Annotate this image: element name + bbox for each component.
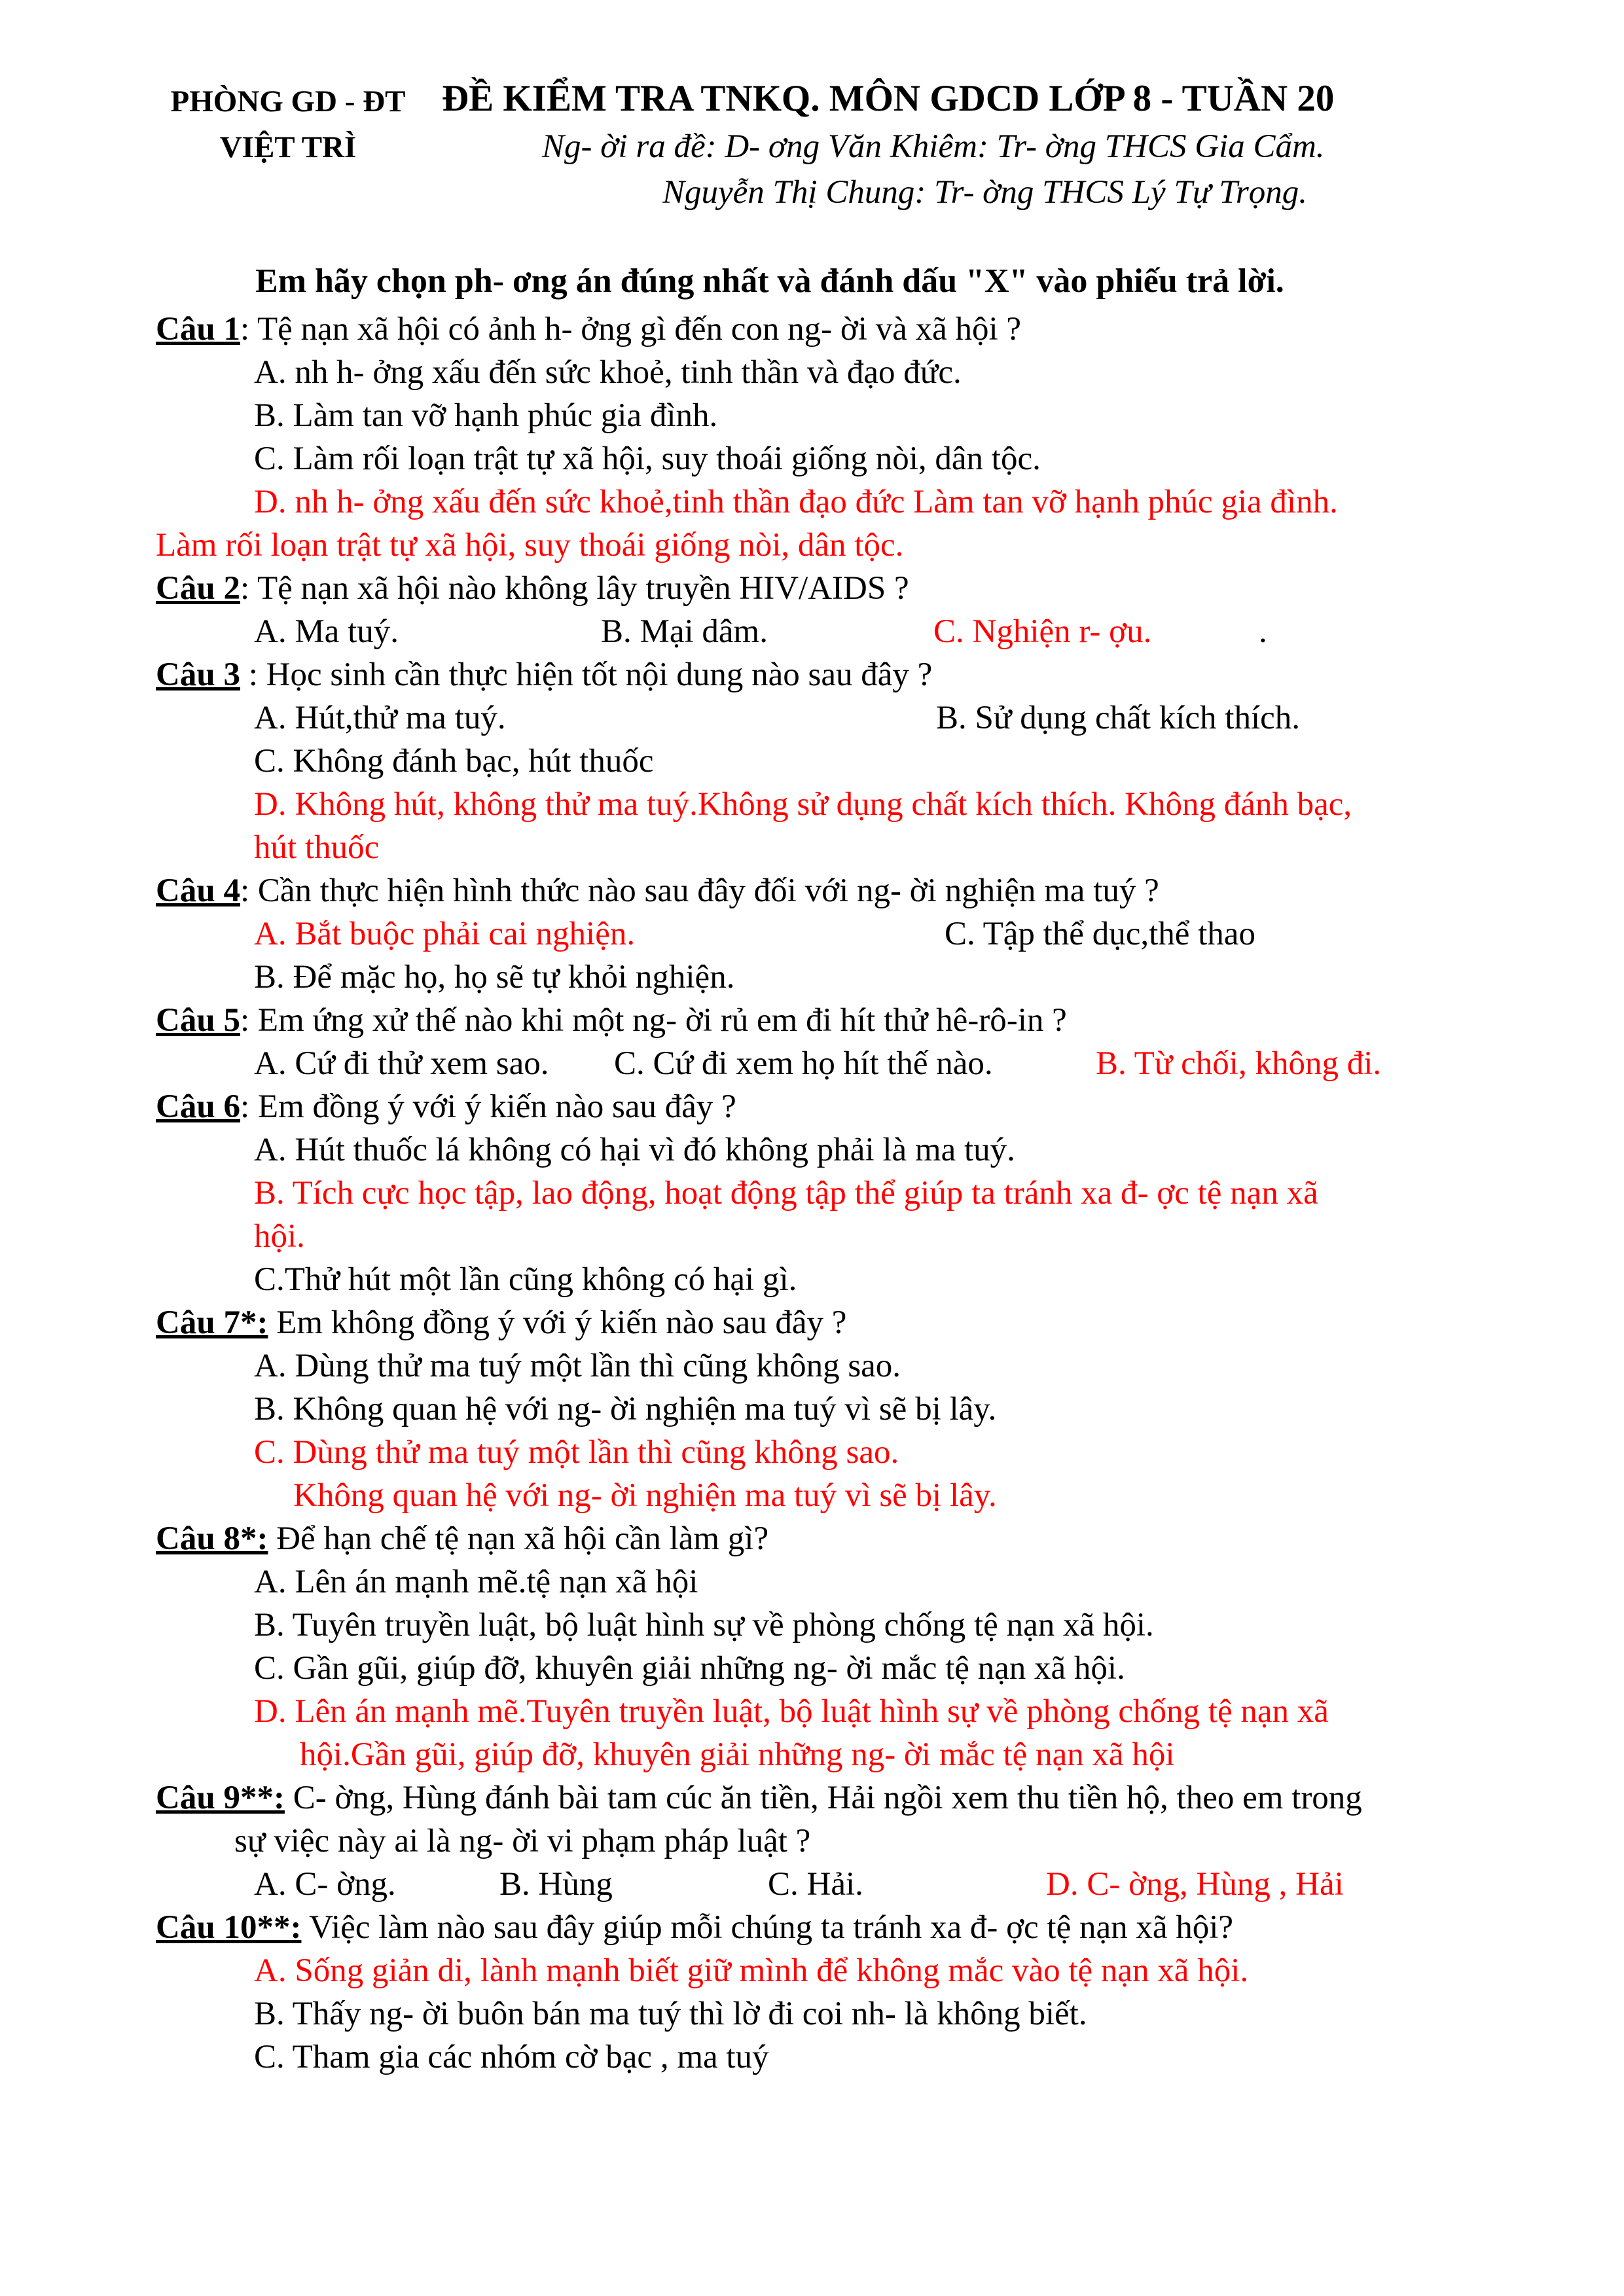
q10-option-b: B. Thấy ng- ời buôn bán ma tuý thì lờ đi coi nh- là không biết. xyxy=(254,1996,1087,2032)
q6-option-a: A. Hút thuốc lá không có hại vì đó không phải là ma tuý. xyxy=(254,1132,1015,1168)
question-label: Câu 3 xyxy=(156,656,240,693)
q1-option-b: B. Làm tan vỡ hạnh phúc gia đình. xyxy=(254,397,718,434)
department-block xyxy=(151,79,425,170)
question-2 xyxy=(156,567,1557,610)
question-text: Để hạn chế tệ nạn xã hội cần làm gì? xyxy=(268,1520,769,1557)
q5-option-a: A. Cứ đi thử xem sao. xyxy=(254,1045,549,1082)
q2-trailing-dot: . xyxy=(1259,613,1267,650)
q7-option-b: B. Không quan hệ với ng- ời nghiện ma tuý vì sẽ bị lây. xyxy=(254,1391,997,1427)
question-label: Câu 4 xyxy=(156,872,240,909)
q1-option-d-answer: D. nh h- ởng xấu đến sức khoẻ,tinh thần đạo đức Làm tan vỡ hạnh phúc gia đình. xyxy=(254,484,1338,520)
question-text: : Tệ nạn xã hội nào không lây truyền HIV/AIDS ? xyxy=(240,570,909,607)
q6-option-c: C.Thử hút một lần cũng không có hại gì. xyxy=(254,1261,797,1298)
author-line-1: Ng- ời ra đề: D- ơng Văn Khiêm: Tr- ờng THCS Gia Cẩm. xyxy=(542,128,1325,165)
q4-option-b: B. Để mặc họ, họ sẽ tự khỏi nghiện. xyxy=(254,959,735,996)
q8-option-c: C. Gần gũi, giúp đỡ, khuyên giải những ng- ời mắc tệ nạn xã hội. xyxy=(254,1650,1125,1687)
exam-title: ĐỀ KIỂM TRA TNKQ. MÔN GDCD LỚP 8 - TUẦN 20 xyxy=(442,78,1335,119)
q9-option-a: A. C- ờng. xyxy=(254,1866,396,1903)
q5-option-c: C. Cứ đi xem họ hít thế nào. xyxy=(614,1045,993,1082)
question-7 xyxy=(156,1301,1557,1344)
q9-option-b: B. Hùng xyxy=(499,1866,613,1903)
q3-option-d-answer: D. Không hút, không thử ma tuý.Không sử dụng chất kích thích. Không đánh bạc, xyxy=(254,786,1352,823)
q10-option-c: C. Tham gia các nhóm cờ bạc , ma tuý xyxy=(254,2039,769,2075)
question-10 xyxy=(156,1906,1557,1949)
q2-option-b: B. Mại dâm. xyxy=(601,613,768,650)
question-5 xyxy=(156,999,1557,1042)
question-label: Câu 8*: xyxy=(156,1520,268,1557)
q2-option-a: A. Ma tuý. xyxy=(254,613,399,650)
q4-option-a-answer: A. Bắt buộc phải cai nghiện. xyxy=(254,916,636,952)
question-text: C- ờng, Hùng đánh bài tam cúc ăn tiền, Hải ngồi xem thu tiền hộ, theo em trong xyxy=(284,1780,1362,1816)
q3-option-a: A. Hút,thử ma tuý. xyxy=(254,700,506,736)
q9-option-c: C. Hải. xyxy=(768,1866,863,1903)
author-line-2: Nguyễn Thị Chung: Tr- ờng THCS Lý Tự Trọng. xyxy=(662,174,1307,211)
question-label: Câu 10**: xyxy=(156,1909,302,1946)
question-label: Câu 7*: xyxy=(156,1304,268,1341)
q3-options-ab xyxy=(156,696,1557,740)
q1-option-d-answer-cont: Làm rối loạn trật tự xã hội, suy thoái giống nòi, dân tộc. xyxy=(156,527,904,564)
q7-option-a: A. Dùng thử ma tuý một lần thì cũng không sao. xyxy=(254,1348,901,1384)
q2-option-c-answer: C. Nghiện r- ợu. xyxy=(933,613,1152,650)
question-text: : Tệ nạn xã hội có ảnh h- ởng gì đến con ng- ời và xã hội ? xyxy=(240,311,1022,348)
q9-option-d-answer: D. C- ờng, Hùng , Hải xyxy=(1046,1866,1344,1903)
question-8 xyxy=(156,1517,1557,1560)
q7-option-c-answer-cont: Không quan hệ với ng- ời nghiện ma tuý vì sẽ bị lây. xyxy=(293,1477,997,1514)
question-text: : Em ứng xử thế nào khi một ng- ời rủ em đi hít thử hê-rô-in ? xyxy=(240,1002,1067,1039)
question-text: : Học sinh cần thực hiện tốt nội dung nào sau đây ? xyxy=(240,656,933,693)
q4-options-ac xyxy=(156,912,1557,956)
question-label: Câu 6 xyxy=(156,1088,240,1125)
q2-options xyxy=(156,610,1557,653)
question-9 xyxy=(156,1776,1557,1820)
q3-option-b: B. Sử dụng chất kích thích. xyxy=(936,700,1300,736)
q1-option-a: A. nh h- ởng xấu đến sức khoẻ, tinh thần và đạo đức. xyxy=(254,354,962,391)
q6-option-b-answer: B. Tích cực học tập, lao động, hoạt động tập thể giúp ta tránh xa đ- ợc tệ nạn xã xyxy=(254,1175,1318,1211)
q8-option-a: A. Lên án mạnh mẽ.tệ nạn xã hội xyxy=(254,1564,698,1600)
q5-options xyxy=(156,1042,1557,1085)
instruction: Em hãy chọn ph- ơng án đúng nhất và đánh dấu "X" vào phiếu trả lời. xyxy=(255,262,1284,300)
question-text: : Em đồng ý với ý kiến nào sau đây ? xyxy=(240,1088,736,1125)
question-4 xyxy=(156,869,1557,912)
question-text: : Cần thực hiện hình thức nào sau đây đối với ng- ời nghiện ma tuý ? xyxy=(240,872,1159,909)
q9-options xyxy=(156,1863,1557,1906)
q7-option-c-answer: C. Dùng thử ma tuý một lần thì cũng không sao. xyxy=(254,1434,899,1471)
q5-option-b-answer: B. Từ chối, không đi. xyxy=(1096,1045,1382,1082)
question-label: Câu 5 xyxy=(156,1002,240,1039)
question-label: Câu 2 xyxy=(156,570,240,607)
q8-option-d-answer: D. Lên án mạnh mẽ.Tuyên truyền luật, bộ luật hình sự về phòng chống tệ nạn xã xyxy=(254,1693,1329,1730)
question-text: Em không đồng ý với ý kiến nào sau đây ? xyxy=(268,1304,847,1341)
question-3 xyxy=(156,653,1557,696)
questions-body xyxy=(156,308,1557,2079)
question-1 xyxy=(156,308,1557,351)
q4-option-c: C. Tập thể dục,thể thao xyxy=(945,916,1255,952)
q8-option-d-answer-cont: hội.Gần gũi, giúp đỡ, khuyên giải những ng- ời mắc tệ nạn xã hội xyxy=(300,1736,1175,1773)
question-label: Câu 1 xyxy=(156,311,240,348)
q6-option-b-answer-cont: hội. xyxy=(254,1218,305,1255)
q8-option-b: B. Tuyên truyền luật, bộ luật hình sự về phòng chống tệ nạn xã hội. xyxy=(254,1607,1154,1643)
question-text: Việc làm nào sau đây giúp mỗi chúng ta tránh xa đ- ợc tệ nạn xã hội? xyxy=(301,1909,1234,1946)
question-label: Câu 9**: xyxy=(156,1780,285,1816)
question-6 xyxy=(156,1085,1557,1128)
q10-option-a-answer: A. Sống giản di, lành mạnh biết giữ mình để không mắc vào tệ nạn xã hội. xyxy=(254,1952,1249,1989)
department-line1: PHÒNG GD - ĐT xyxy=(170,84,406,118)
q3-option-d-answer-cont: hút thuốc xyxy=(254,829,380,866)
department-line2: VIỆT TRÌ xyxy=(219,130,357,164)
question-9-cont: sự việc này ai là ng- ời vi phạm pháp luật ? xyxy=(234,1823,811,1859)
q1-option-c: C. Làm rối loạn trật tự xã hội, suy thoái giống nòi, dân tộc. xyxy=(254,440,1041,477)
q3-option-c: C. Không đánh bạc, hút thuốc xyxy=(254,743,654,780)
